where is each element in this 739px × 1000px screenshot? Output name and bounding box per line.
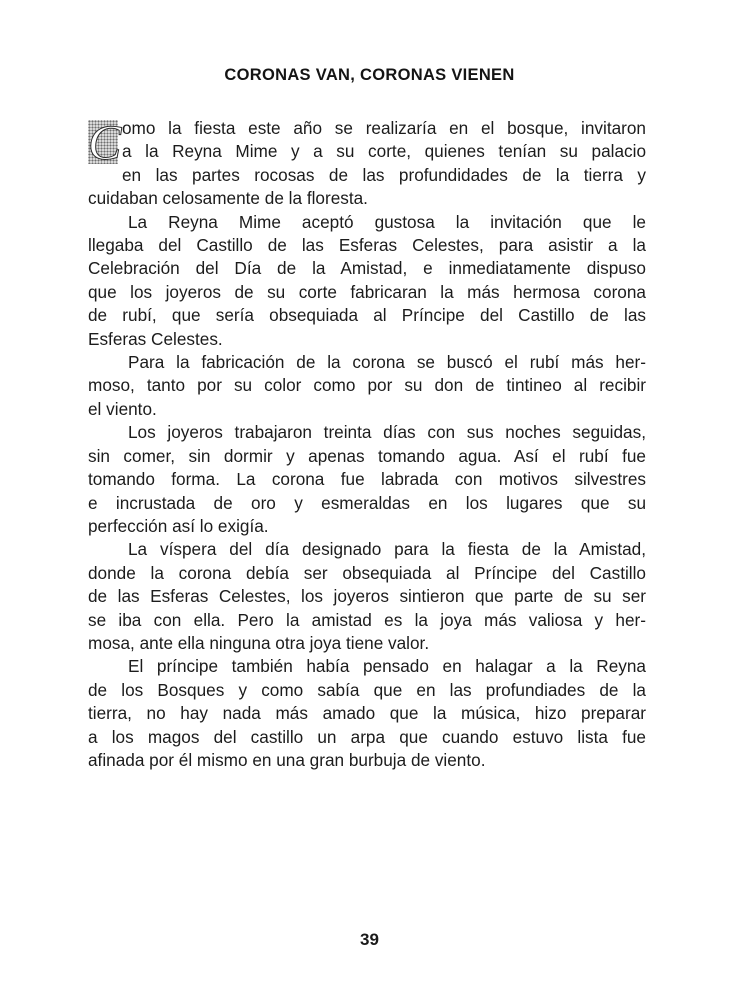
text-line: El príncipe también había pensado en halagar a la Reyna xyxy=(128,656,646,677)
text-line: en las partes rocosas de las profundidades de la tierra y xyxy=(122,164,646,185)
paragraph-4 xyxy=(88,421,646,538)
text-line: que los joyeros de su corte fabricaran la más hermosa corona xyxy=(88,281,646,302)
chapter-title: CORONAS VAN, CORONAS VIENEN xyxy=(224,66,515,84)
text-line: Celebración del Día de la Amistad, e inmediatamente dispuso xyxy=(88,258,646,279)
text-line: e incrustada de oro y esmeraldas en los lugares que su xyxy=(88,492,646,513)
page-number: 39 xyxy=(360,930,379,949)
text-line: La víspera del día designado para la fiesta de la Amistad, xyxy=(128,539,646,560)
text-line: omo la fiesta este año se realizaría en el bosque, invitaron xyxy=(122,118,646,138)
text-line: Esferas Celestes. xyxy=(88,328,223,349)
text-line: de rubí, que sería obsequiada al Príncipe del Castillo de las xyxy=(88,305,646,326)
text-line: de las Esferas Celestes, los joyeros sintieron que parte de su ser xyxy=(88,586,646,607)
text-line: perfección así lo exigía. xyxy=(88,515,269,536)
text-line: sin comer, sin dormir y apenas tomando agua. Así el rubí fue xyxy=(88,445,646,466)
text-line: se iba con ella. Pero la amistad es la joya más valiosa y her- xyxy=(88,609,646,630)
text-line: afinada por él mismo en una gran burbuja de viento. xyxy=(88,749,486,770)
text-line: llegaba del Castillo de las Esferas Celestes, para asistir a la xyxy=(88,235,646,256)
text-line: a los magos del castillo un arpa que cuando estuvo lista fue xyxy=(88,726,646,747)
text-line: a la Reyna Mime y a su corte, quienes tenían su palacio xyxy=(122,141,646,162)
text-line: tierra, no hay nada más amado que la música, hizo preparar xyxy=(88,703,646,724)
paragraph-6 xyxy=(88,655,646,772)
text-line: de los Bosques y como sabía que en las profundiades de la xyxy=(88,679,646,700)
paragraph-2 xyxy=(88,211,646,351)
text-line: el viento. xyxy=(88,398,157,419)
paragraph-3 xyxy=(88,351,646,421)
text-line: La Reyna Mime aceptó gustosa la invitación que le xyxy=(128,211,646,232)
body-text xyxy=(88,114,646,772)
text-line: mosa, ante ella ninguna otra joya tiene valor. xyxy=(88,632,430,653)
text-line: donde la corona debía ser obsequiada al Príncipe del Castillo xyxy=(88,562,646,583)
text-line: tomando forma. La corona fue labrada con motivos silvestres xyxy=(88,469,646,490)
paragraph-1 xyxy=(88,114,646,211)
paragraph-5 xyxy=(88,538,646,655)
text-line: cuidaban celosamente de la floresta. xyxy=(88,188,368,209)
drop-cap: C xyxy=(88,114,122,170)
text-line: Los joyeros trabajaron treinta días con sus noches seguidas, xyxy=(128,422,646,443)
text-line: Para la fabricación de la corona se buscó el rubí más her- xyxy=(128,352,646,373)
text-line: moso, tanto por su color como por su don de tintineo al recibir xyxy=(88,375,646,396)
